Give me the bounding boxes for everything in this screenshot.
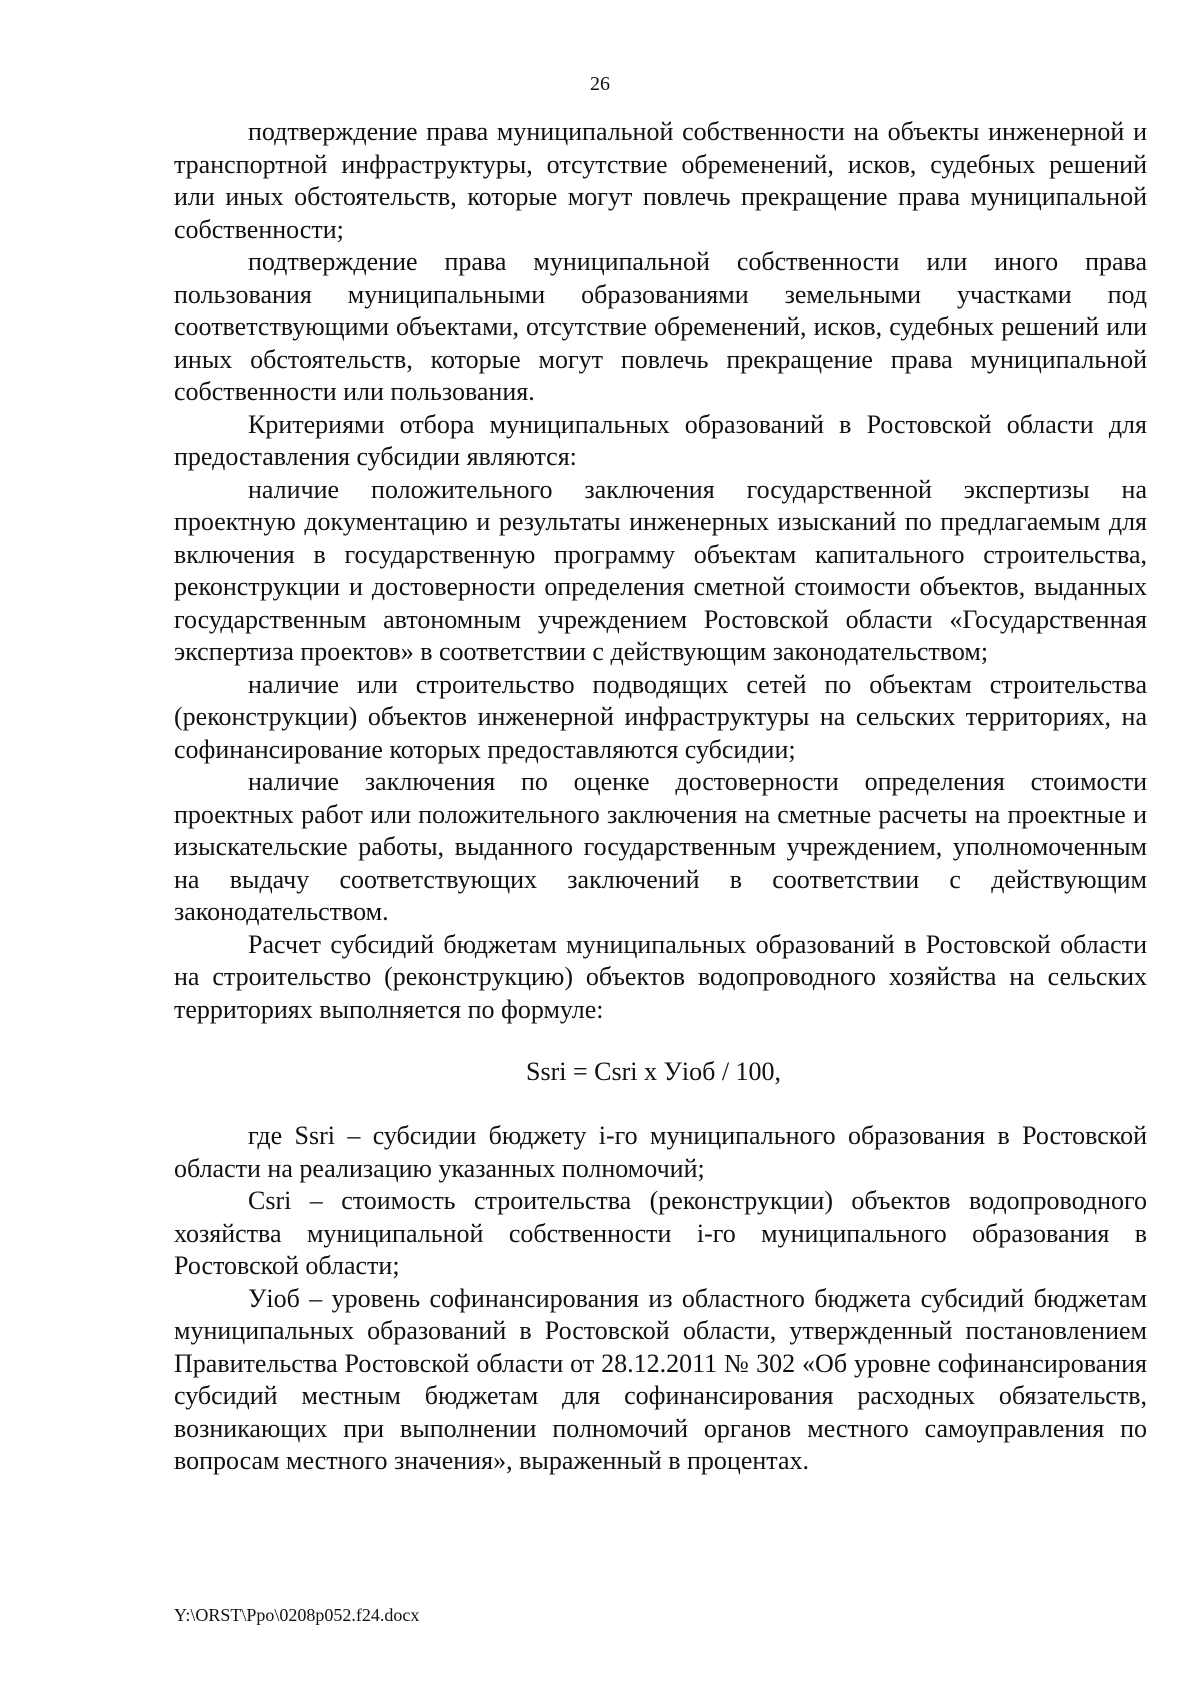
definition-csri: Csri – стоимость строительства (реконструкции) объектов водопроводного хозяйства муниципальной собственности i-го муниципального образования в Ростовской области; — [174, 1186, 1147, 1280]
page-number: 26 — [590, 73, 610, 95]
definition-ssri: где Ssri – субсидии бюджету i-го муниципального образования в Ростовской области на реализацию указанных полномочий; — [174, 1121, 1147, 1183]
paragraph-expertise-conclusion: наличие положительного заключения государственной экспертизы на проектную документацию и результаты инженерных изысканий по предлагаемым для включения в государственную программу объектам капитального строительства, реконструкции и достоверности определения сметной стоимости объектов, выданных государственным автономным учреждением Ростовской области «Государственная экспертиза проектов» в соответствии с действующим законодательством; — [174, 474, 1147, 666]
paragraph-ownership-confirmation: подтверждение права муниципальной собственности на объекты инженерной и транспортной инфраструктуры, отсутствие обременений, исков, судебных решений или иных обстоятельств, которые могут повлечь прекращение права муниципальной собственности; — [174, 117, 1147, 244]
paragraph-land-use-confirmation: подтверждение права муниципальной собственности или иного права пользования муниципальными образованиями земельными участками под соответствующими объектами, отсутствие обременений, исков, судебных решений или иных обстоятельств, которые могут повлечь прекращение права муниципальной собственности или пользования. — [174, 247, 1147, 406]
paragraph-subsidy-calculation: Расчет субсидий бюджетам муниципальных образований в Ростовской области на строительство (реконструкцию) объектов водопроводного хозяйства на сельских территориях выполняется по формуле: — [174, 929, 1147, 1024]
paragraph-selection-criteria: Критериями отбора муниципальных образований в Ростовской области для предоставления субсидии являются: — [174, 409, 1147, 471]
paragraph-supply-networks: наличие или строительство подводящих сетей по объектам строительства (реконструкции) объектов инженерной инфраструктуры на сельских территориях, на софинансирование которых предоставляются субсидии; — [174, 669, 1147, 764]
footer-file-path: Y:\ORST\Ppo\0208p052.f24.docx — [174, 1605, 420, 1625]
subsidy-formula: Ssri = Csri x Уioб / 100, — [526, 1057, 782, 1086]
definition-uiob: Уioб – уровень софинансирования из областного бюджета субсидий бюджетам муниципальных образований в Ростовской области, утвержденный постановлением Правительства Ростовской области от 28.12.2011 № 302 «Об уровне софинансирования субсидий местным бюджетам для софинансирования расходных обязательств, возникающих при выполнении полномочий органов местного самоуправления по вопросам местного значения», выраженный в процентах. — [174, 1283, 1147, 1475]
document-body — [174, 116, 1147, 1478]
paragraph-cost-assessment: наличие заключения по оценке достоверности определения стоимости проектных работ или положительного заключения на сметные расчеты на проектные и изыскательские работы, выданного государственным учреждением, уполномоченным на выдачу соответствующих заключений в соответствии с действующим законодательством. — [174, 767, 1147, 926]
